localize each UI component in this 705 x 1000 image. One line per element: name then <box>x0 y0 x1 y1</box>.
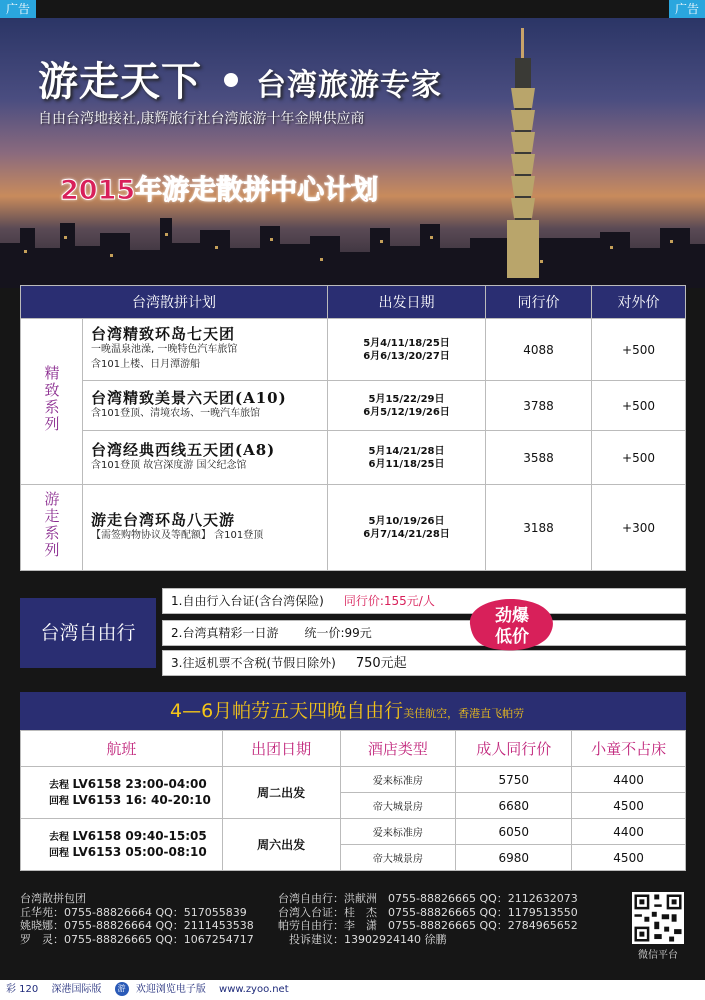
contact-line: 台湾自由行：洪献洲 0755-88826665 QQ：2112632073 <box>278 892 578 905</box>
route-desc: 含101登顶 故宫深度游 国父纪念馆 <box>91 459 247 471</box>
palau-section-title <box>20 692 686 730</box>
contact-line: 投诉建议：13902924140 徐鹏 <box>278 932 447 946</box>
col-header-child-price: 小童不占床 <box>572 731 686 767</box>
flight-cell: 去程 LV6158 23:00-04:00 回程 LV6153 16: 40-20:10 <box>21 767 223 819</box>
departure-day: 周六出发 <box>222 819 340 871</box>
date-cell: 5月14/21/28日 6月11/18/25日 <box>328 431 486 485</box>
route-desc: 含101上楼、日月潭游船 <box>91 359 201 370</box>
flight-cell: 去程 LV6158 09:40-15:05 回程 LV6153 05:00-08:10 <box>21 819 223 871</box>
palau-note: 美佳航空，香港直飞帕劳 <box>403 707 525 720</box>
table-header-row <box>21 286 686 319</box>
peer-price: 3588 <box>486 431 592 485</box>
route-cell <box>83 381 328 431</box>
public-price: +300 <box>592 485 686 571</box>
series-label-jingzhi: 精致系列 <box>21 319 83 485</box>
magazine-logo-icon: 游 <box>115 982 129 996</box>
child-price: 4400 <box>572 767 686 793</box>
departure-day: 周二出发 <box>222 767 340 819</box>
table-row <box>21 319 686 381</box>
table-row <box>21 819 686 845</box>
free-travel-item: 3.往返机票不含税(节假日除外) 750元起 <box>162 650 686 676</box>
hotel-type: 帝大城景房 <box>340 793 456 819</box>
palau-table <box>20 730 686 871</box>
taipei-101-image <box>501 28 545 278</box>
peer-price: 3188 <box>486 485 592 571</box>
col-header-plan: 台湾散拼计划 <box>21 286 328 319</box>
hero-title-main: 游走天下 <box>38 59 202 105</box>
ad-tag-right: 广告 <box>669 0 705 18</box>
route-name: 游走台湾环岛八天游 <box>91 510 236 529</box>
contact-line: 台湾入台证：桂 杰 0755-88826665 QQ：1179513550 <box>278 905 578 919</box>
contact-left <box>20 892 280 946</box>
col-header-public-price: 对外价 <box>592 286 686 319</box>
date-cell: 5月15/22/29日 6月5/12/19/26日 <box>328 381 486 431</box>
palau-title: 4—6月帕劳五天四晚自由行 <box>170 700 404 722</box>
table-row <box>21 485 686 571</box>
route-desc: 一晚温泉池澡, 一晚特色汽车旅馆 <box>91 344 238 355</box>
adult-price: 6680 <box>456 793 572 819</box>
contact-right <box>278 892 618 946</box>
welcome-text: 欢迎浏览电子版 <box>135 984 206 995</box>
child-price: 4400 <box>572 819 686 845</box>
ad-tag-left: 广告 <box>0 0 36 18</box>
promo-text-1: 劲爆 <box>495 606 529 626</box>
page-number: 彩 120 <box>6 984 39 995</box>
promo-badge <box>462 594 560 654</box>
col-header-departure: 出团日期 <box>222 731 340 767</box>
contact-line: 丘华苑：0755-88826664 QQ：517055839 <box>20 905 247 919</box>
dot-icon <box>224 73 238 87</box>
route-desc: 【需签购物协议及等配额】 含101登顶 <box>91 529 264 541</box>
route-name: 台湾精致美景六天团(A10) <box>91 388 287 407</box>
hero-title <box>38 50 442 107</box>
contact-line: 姚晓娜：0755-88826664 QQ：2111453538 <box>20 919 254 932</box>
date-cell: 5月10/19/26日 6月7/14/21/28日 <box>328 485 486 571</box>
public-price: +500 <box>592 381 686 431</box>
free-travel-label: 台湾自由行 <box>20 598 156 668</box>
public-price: +500 <box>592 431 686 485</box>
table-row <box>21 381 686 431</box>
website-link[interactable]: www.zyoo.net <box>219 984 289 995</box>
hotel-type: 帝大城景房 <box>340 845 456 871</box>
contact-line: 罗 灵：0755-88826665 QQ：1067254717 <box>20 932 254 946</box>
table-header-row <box>21 731 686 767</box>
col-header-flight: 航班 <box>21 731 223 767</box>
hero-slogan: 自由台湾地接社,康辉旅行社台湾旅游十年金牌供应商 <box>38 111 365 127</box>
col-header-peer-price: 同行价 <box>486 286 592 319</box>
hero-banner <box>0 18 705 288</box>
table-row <box>21 767 686 793</box>
hotel-type: 爱来标准房 <box>340 819 456 845</box>
adult-price: 6980 <box>456 845 572 871</box>
free-travel-item: 2.台湾真精彩一日游 统一价:99元 <box>162 620 686 646</box>
page-footer <box>0 980 705 1000</box>
route-name: 台湾精致环岛七天团 <box>91 325 236 343</box>
child-price: 4500 <box>572 845 686 871</box>
route-cell <box>83 431 328 485</box>
promo-text-2: 低价 <box>495 627 529 647</box>
route-name: 台湾经典西线五天团(A8) <box>91 440 276 459</box>
public-price: +500 <box>592 319 686 381</box>
route-cell <box>83 485 328 571</box>
date-cell: 5月4/11/18/25日 6月6/13/20/27日 <box>328 319 486 381</box>
col-header-date: 出发日期 <box>328 286 486 319</box>
qr-code-icon <box>632 892 684 944</box>
col-header-hotel: 酒店类型 <box>340 731 456 767</box>
adult-price: 6050 <box>456 819 572 845</box>
contact-line: 台湾散拼包团 <box>20 892 86 905</box>
taiwan-free-travel-section <box>20 588 686 678</box>
edition-label: 深港国际版 <box>51 984 102 995</box>
hotel-type: 爱来标准房 <box>340 767 456 793</box>
adult-price: 5750 <box>456 767 572 793</box>
table-row <box>21 431 686 485</box>
hero-title-sub: 台湾旅游专家 <box>256 68 442 103</box>
free-travel-item: 1.自由行入台证(含台湾保险) 同行价:155元/人 <box>162 588 686 614</box>
col-header-adult-price: 成人同行价 <box>456 731 572 767</box>
contact-line: 帕劳自由行：李 潇 0755-88826665 QQ：2784965652 <box>278 919 578 932</box>
peer-price: 4088 <box>486 319 592 381</box>
series-label-youzou: 游走系列 <box>21 485 83 571</box>
qr-caption: 微信平台 <box>638 950 678 961</box>
route-desc: 含101登顶、清境农场、一晚汽车旅馆 <box>91 407 261 419</box>
peer-price: 3788 <box>486 381 592 431</box>
child-price: 4500 <box>572 793 686 819</box>
route-cell <box>83 319 328 381</box>
hero-plan-title: 2015年游走散拼中心计划 <box>60 175 379 206</box>
taiwan-tour-table <box>20 285 686 571</box>
